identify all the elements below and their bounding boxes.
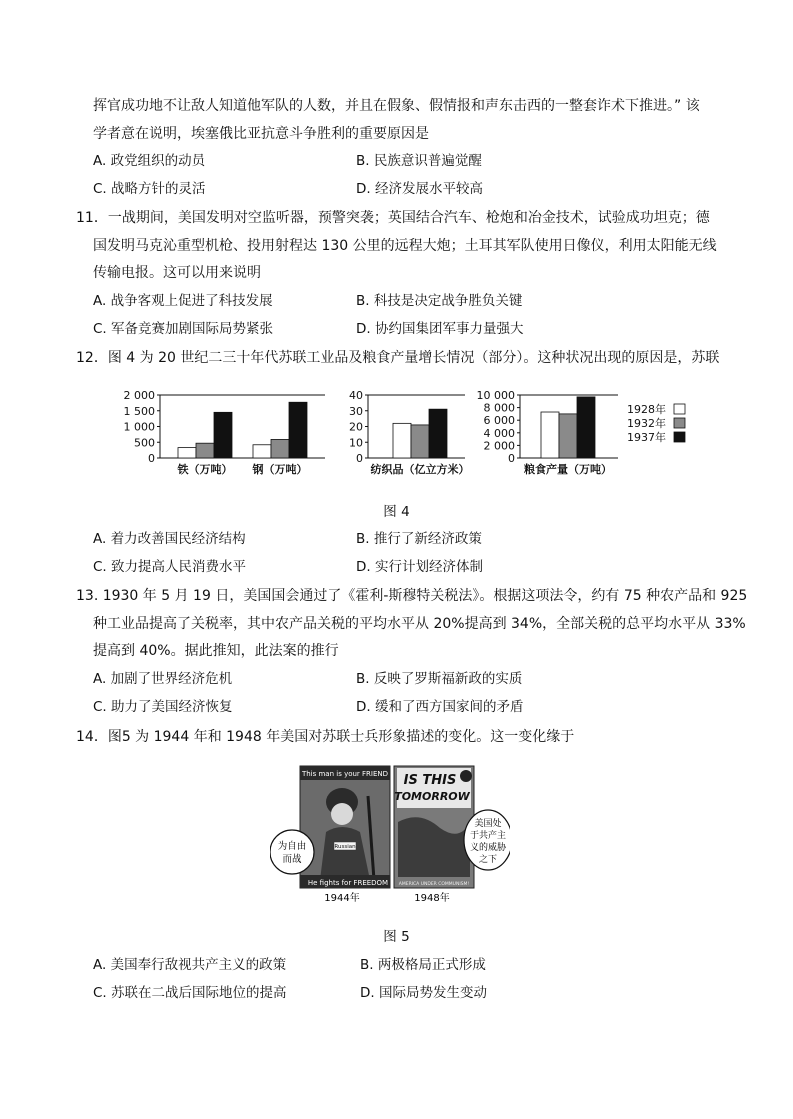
y-tick-label: 20: [349, 420, 363, 434]
chart-iron-steel: [124, 389, 326, 476]
x-category-label: 钢（万吨）: [252, 463, 308, 476]
y-tick-label: 4 000: [483, 426, 515, 440]
intro-line-1: 挥官成功地不让敌人知道他军队的人数，并且在假象、假情报和声东击西的一整套诈术下推进。” 该: [93, 98, 700, 114]
q14-option-c: C. 苏联在二战后国际地位的提高: [93, 985, 287, 1001]
y-tick-label: 1 500: [123, 404, 155, 418]
q11-line-1: 11．一战期间，美国发明对空监听器，预警突袭；英国结合汽车、枪炮和冶金技术，试验成功坦克；德: [76, 210, 710, 226]
q12-option-d: D. 实行计划经济体制: [356, 559, 483, 575]
q11-option-a: A. 战争客观上促进了科技发展: [93, 293, 273, 309]
poster-1948-title-1: IS THIS: [403, 773, 457, 788]
bubble-1948-line-1: 美国处: [474, 819, 502, 829]
legend-swatch: [674, 432, 685, 442]
figure-5-posters: [270, 762, 510, 907]
q14-line-1: 14．图5 为 1944 年和 1948 年美国对苏联士兵形象描述的变化。这一变化缘于: [76, 729, 575, 745]
bubble-1948-line-2: 于共产主: [469, 831, 507, 841]
q13-line-1: 13. 1930 年 5 月 19 日，美国国会通过了《霍利-斯穆特关税法》。根据这项法令，约有 75 种农产品和 925: [76, 588, 748, 604]
chart-grain: [477, 389, 619, 476]
bar-1932年: [411, 425, 429, 458]
bubble-1948-line-3: 义的威胁: [469, 843, 507, 853]
q13-option-a: A. 加剧了世界经济危机: [93, 671, 233, 687]
bar-1932年: [196, 443, 214, 458]
figure-5-caption: 图 5: [383, 929, 410, 945]
q12-option-c: C. 致力提高人民消费水平: [93, 559, 247, 575]
poster-1948-title-2: TOMORROW: [394, 790, 470, 803]
poster-1948-year: 1948年: [414, 893, 450, 904]
y-tick-label: 500: [134, 436, 155, 450]
y-tick-label: 10: [349, 436, 363, 450]
poster-1948: [394, 766, 510, 904]
y-tick-label: 1 000: [123, 420, 155, 434]
legend-label: 1937年: [627, 431, 666, 444]
y-tick-label: 6 000: [483, 414, 515, 428]
x-category-label: 纺织品（亿立方米）: [370, 463, 470, 476]
bar-1937年: [577, 397, 595, 458]
figure-4-caption: 图 4: [383, 504, 410, 520]
legend-swatch: [674, 404, 685, 414]
q13-line-2: 种工业品提高了关税率，其中农产品关税的平均水平从 20%提高到 34%，全部关税的总平均水平从 33%: [93, 616, 746, 632]
bar-1932年: [271, 439, 289, 458]
x-category-label: 铁（万吨）: [177, 463, 233, 476]
q13-option-b: B. 反映了罗斯福新政的实质: [356, 671, 523, 687]
bar-1928年: [253, 445, 271, 458]
poster-1944-bottom-text: He fights for FREEDOM: [307, 879, 389, 887]
q12-line-1: 12．图 4 为 20 世纪二三十年代苏联工业品及粮食产量增长情况（部分）。这种状况出现的原因是，苏联: [76, 350, 720, 366]
legend-swatch: [674, 418, 685, 428]
bar-1937年: [289, 402, 307, 458]
q12-option-a: A. 着力改善国民经济结构: [93, 531, 246, 547]
q11-line-2: 国发明马克沁重型机枪、投用射程达 130 公里的远程大炮；土耳其军队使用日像仪，利用太阳能无线: [93, 238, 717, 254]
y-tick-label: 0: [356, 452, 363, 465]
q10-option-a: A. 政党组织的动员: [93, 153, 206, 169]
chart-textiles: [349, 389, 470, 476]
bar-1928年: [541, 412, 559, 458]
y-tick-label: 40: [349, 389, 363, 402]
legend-label: 1932年: [627, 417, 666, 430]
y-tick-label: 0: [148, 452, 155, 465]
x-category-label: 粮食产量（万吨）: [524, 463, 612, 476]
intro-line-2: 学者意在说明，埃塞俄比亚抗意斗争胜利的重要原因是: [93, 126, 429, 142]
poster-1944: [270, 766, 390, 904]
poster-1944-tag: Russian: [334, 844, 356, 850]
bubble-1948-line-4: 之下: [478, 855, 498, 865]
legend-label: 1928年: [627, 403, 666, 416]
bubble-1944-line-1: 为自由: [277, 841, 307, 852]
bubble-1944-line-2: 而战: [282, 854, 302, 865]
bar-1937年: [429, 409, 447, 458]
y-tick-label: 10 000: [476, 389, 515, 402]
q14-option-d: D. 国际局势发生变动: [360, 985, 487, 1001]
q10-option-b: B. 民族意识普遍觉醒: [356, 153, 482, 169]
poster-1944-top-text: This man is your FRIEND: [301, 770, 389, 778]
q11-line-3: 传输电报。这可以用来说明: [93, 265, 261, 281]
bar-1932年: [559, 414, 577, 458]
q11-option-c: C. 军备竞赛加剧国际局势紧张: [93, 321, 274, 337]
y-tick-label: 30: [349, 404, 363, 418]
y-tick-label: 2 000: [123, 389, 155, 402]
q11-option-b: B. 科技是决定战争胜负关键: [356, 293, 523, 309]
q10-option-d: D. 经济发展水平较高: [356, 181, 483, 197]
q10-option-c: C. 战略方针的灵活: [93, 181, 206, 197]
figure-4-charts: [120, 383, 700, 483]
q14-option-a: A. 美国奉行敌视共产主义的政策: [93, 957, 287, 973]
q11-option-d: D. 协约国集团军事力量强大: [356, 321, 524, 337]
q14-option-b: B. 两极格局正式形成: [360, 957, 486, 973]
q13-option-d: D. 缓和了西方国家间的矛盾: [356, 699, 524, 715]
poster-1948-bottom-text: AMERICA UNDER COMMUNISM!: [398, 882, 470, 887]
bubble-1944: [270, 830, 314, 874]
bar-1928年: [178, 448, 196, 458]
y-tick-label: 0: [508, 452, 515, 465]
poster-1944-year: 1944年: [324, 893, 360, 904]
poster-1948-badge-icon: [460, 770, 472, 782]
bar-1937年: [214, 412, 232, 458]
y-tick-label: 8 000: [483, 401, 515, 415]
chart-legend: [627, 402, 685, 444]
q13-line-3: 提高到 40%。据此推知，此法案的推行: [93, 643, 339, 659]
y-tick-label: 2 000: [483, 439, 515, 453]
bar-1928年: [393, 423, 411, 458]
q13-option-c: C. 助力了美国经济恢复: [93, 699, 233, 715]
q12-option-b: B. 推行了新经济政策: [356, 531, 482, 547]
